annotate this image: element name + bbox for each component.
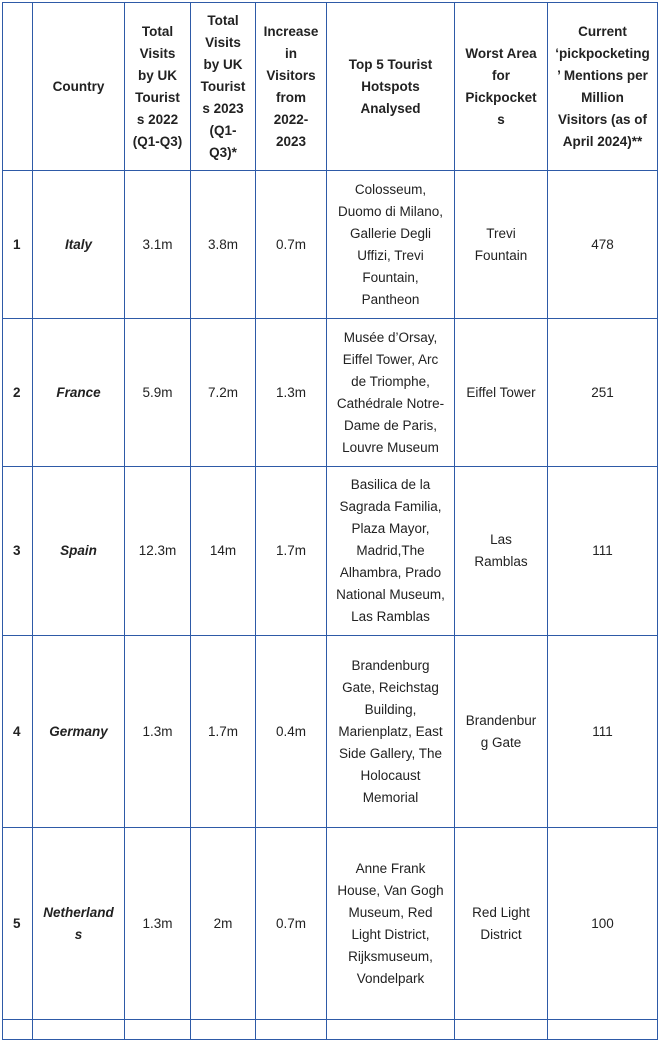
increase-cell: 1.3m [256,319,327,467]
empty-cell [455,1020,548,1040]
mentions-cell: 100 [548,828,658,1020]
hotspots-cell: Brandenburg Gate, Reichstag Building, Marienplatz, East Side Gallery, The Holocaust Memorial [327,636,455,828]
header-visits-2023: Total Visits by UK Tourists 2023 (Q1-Q3)* [191,3,256,171]
rank-cell: 5 [3,828,33,1020]
worst-area-cell: Brandenburg Gate [455,636,548,828]
worst-area-cell: Las Ramblas [455,467,548,636]
empty-cell [33,1020,125,1040]
mentions-cell: 111 [548,636,658,828]
empty-cell [548,1020,658,1040]
visits-2022-cell: 1.3m [125,636,191,828]
pickpocketing-table [2,2,658,1040]
table-row [3,171,658,319]
hotspots-cell: Basilica de la Sagrada Familia, Plaza Mayor, Madrid,The Alhambra, Prado National Museum, Las Ramblas [327,467,455,636]
table-header-row [3,3,658,171]
hotspots-cell: Musée d’Orsay, Eiffel Tower, Arc de Triomphe, Cathédrale Notre-Dame de Paris, Louvre Museum [327,319,455,467]
mentions-cell: 478 [548,171,658,319]
increase-cell: 0.7m [256,171,327,319]
worst-area-cell: Red Light District [455,828,548,1020]
rank-cell: 4 [3,636,33,828]
visits-2023-cell: 1.7m [191,636,256,828]
header-mentions: Current ‘pickpocketing’ Mentions per Million Visitors (as of April 2024)** [548,3,658,171]
visits-2023-cell: 7.2m [191,319,256,467]
worst-area-cell: Trevi Fountain [455,171,548,319]
increase-cell: 0.7m [256,828,327,1020]
country-cell: France [33,319,125,467]
hotspots-cell: Colosseum, Duomo di Milano, Gallerie Degli Uffizi, Trevi Fountain, Pantheon [327,171,455,319]
empty-cell [191,1020,256,1040]
country-cell: Italy [33,171,125,319]
visits-2023-cell: 3.8m [191,171,256,319]
visits-2023-cell: 2m [191,828,256,1020]
increase-cell: 0.4m [256,636,327,828]
mentions-cell: 251 [548,319,658,467]
empty-cell [327,1020,455,1040]
table-row [3,828,658,1020]
country-cell: Spain [33,467,125,636]
empty-cell [125,1020,191,1040]
header-rank [3,3,33,171]
table-row-partial [3,1020,658,1040]
country-cell: Germany [33,636,125,828]
rank-cell: 2 [3,319,33,467]
visits-2023-cell: 14m [191,467,256,636]
country-cell: Netherlands [33,828,125,1020]
table-row [3,467,658,636]
header-hotspots: Top 5 Tourist Hotspots Analysed [327,3,455,171]
empty-cell [256,1020,327,1040]
visits-2022-cell: 1.3m [125,828,191,1020]
header-visits-2022: Total Visits by UK Tourists 2022 (Q1-Q3) [125,3,191,171]
table-row [3,319,658,467]
mentions-cell: 111 [548,467,658,636]
header-worst-area: Worst Area for Pickpockets [455,3,548,171]
rank-cell: 3 [3,467,33,636]
worst-area-cell: Eiffel Tower [455,319,548,467]
header-increase: Increase in Visitors from 2022-2023 [256,3,327,171]
increase-cell: 1.7m [256,467,327,636]
rank-cell: 1 [3,171,33,319]
visits-2022-cell: 5.9m [125,319,191,467]
visits-2022-cell: 12.3m [125,467,191,636]
hotspots-cell: Anne Frank House, Van Gogh Museum, Red Light District, Rijksmuseum, Vondelpark [327,828,455,1020]
table-row [3,636,658,828]
visits-2022-cell: 3.1m [125,171,191,319]
header-country: Country [33,3,125,171]
empty-cell [3,1020,33,1040]
